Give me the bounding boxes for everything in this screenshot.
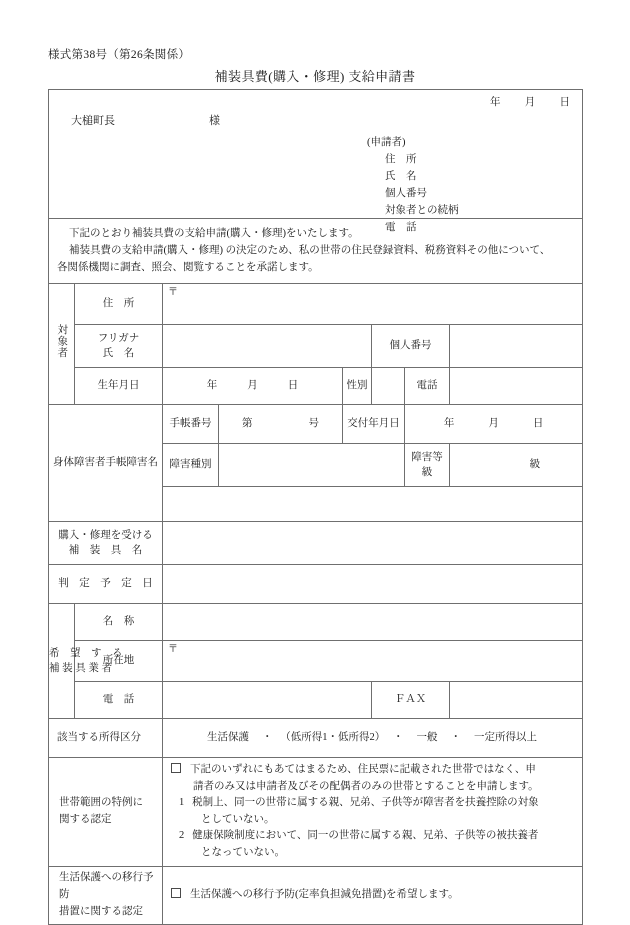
subject-my-number-label: 個人番号 (372, 325, 450, 368)
handbook-number-row (49, 405, 583, 444)
income-options[interactable] (163, 719, 583, 758)
household-label (49, 758, 163, 867)
subject-birth-row (49, 368, 583, 405)
income-separator-2: ・ (393, 732, 404, 744)
handbook-go-label: 号 (308, 418, 319, 430)
vendor-phone-input[interactable] (163, 682, 372, 719)
handbook-side-label-cell (49, 405, 163, 522)
statement-cell (49, 219, 583, 284)
household-item-1-line-1 (171, 795, 576, 812)
handbook-extra-input[interactable] (163, 487, 583, 522)
handbook-number-input[interactable] (219, 405, 343, 444)
handbook-issue-month-label: 月 (488, 418, 499, 430)
household-item-1-number: 1 (179, 797, 185, 809)
date-day-label: 日 (559, 97, 571, 108)
device-name-row (49, 522, 583, 565)
income-option-1[interactable]: （低所得1・低所得2） (285, 732, 380, 744)
handbook-side-label: 身体障害者手帳障害名 (53, 457, 158, 469)
welfare-checkbox-text: 生活保護への移行予防(定率負担減免措置)を希望します。 (190, 888, 459, 900)
handbook-issue-day-label: 日 (532, 418, 544, 430)
application-form-table (48, 89, 583, 925)
subject-phone-label: 電話 (405, 368, 450, 405)
statement-line-2: 補装具費の支給申請(購入・修理) の決定のため、私の世帯の住民登録資料、税務資料その他について、 (69, 245, 551, 256)
household-label-line2: 関する認定 (59, 814, 112, 826)
income-row (49, 719, 583, 758)
subject-side-label: 対象者 (56, 324, 68, 359)
welfare-label (49, 867, 163, 924)
vendor-phone-row (49, 682, 583, 719)
device-name-input[interactable] (163, 522, 583, 565)
submission-date (490, 95, 570, 110)
household-item-2-number: 2 (179, 830, 185, 842)
vendor-name-input[interactable] (163, 604, 583, 641)
subject-birth-month-label: 月 (247, 380, 258, 392)
header-row (49, 90, 583, 219)
vendor-fax-label: ＦＡＸ (372, 682, 450, 719)
date-year-label: 年 (490, 97, 501, 108)
household-row (49, 758, 583, 867)
vendor-side-label-line1: 希 望 す る (49, 647, 123, 659)
welfare-declaration (163, 867, 583, 924)
subject-name-label-text: 氏 名 (102, 348, 135, 359)
vendor-location-input[interactable] (163, 641, 583, 682)
handbook-dai-label: 第 (242, 418, 253, 430)
page-title: 補装具費(購入・修理) 支給申請書 (214, 69, 416, 84)
applicant-my-number-label: 個人番号 (385, 188, 427, 199)
vendor-fax-input[interactable] (450, 682, 583, 719)
subject-gender-input[interactable] (372, 368, 405, 405)
income-option-2[interactable]: 一般 (416, 732, 438, 744)
income-option-3[interactable]: 一定所得以上 (474, 732, 537, 744)
applicant-name-label: 氏 名 (385, 171, 417, 182)
household-item-1-text: 税制上、同一の世帯に属する親、兄弟、子供等が障害者を扶養控除の対象 (192, 797, 539, 809)
subject-phone-input[interactable] (450, 368, 583, 405)
subject-birth-year-label: 年 (206, 380, 218, 392)
judgement-date-input[interactable] (163, 565, 583, 604)
handbook-issue-date-label: 交付年月日 (343, 405, 405, 444)
device-name-label-line1: 購入・修理を受ける (58, 529, 153, 541)
household-label-line1: 世帯範囲の特例に (59, 797, 143, 809)
vendor-location-row (49, 641, 583, 682)
handbook-issue-date-input[interactable] (405, 405, 583, 444)
subject-side-label-cell (49, 284, 75, 405)
income-separator-3: ・ (450, 732, 461, 744)
subject-name-label (75, 325, 163, 368)
subject-name-row (49, 325, 583, 368)
subject-address-row (49, 284, 583, 325)
judgement-date-label: 判 定 予 定 日 (49, 565, 163, 604)
device-name-label-line2: 補 装 具 名 (68, 545, 143, 556)
welfare-label-line2: 措置に関する認定 (59, 906, 143, 918)
household-item-2-line-2: となっていない。 (201, 846, 285, 858)
subject-birthdate-label: 生年月日 (75, 368, 163, 405)
vendor-location-label: 所在地 (75, 641, 163, 682)
device-name-label (49, 522, 163, 565)
household-checkbox-line-1[interactable] (171, 762, 576, 779)
welfare-label-line1: 生活保護への移行予防 (59, 872, 154, 901)
vendor-name-label: 名 称 (75, 604, 163, 641)
subject-address-label: 住 所 (75, 284, 163, 325)
statement-line-3: 各関係機関に調査、照会、閲覧することを承諾します。 (57, 262, 319, 273)
applicant-phone-label: 電 話 (385, 222, 417, 233)
income-label: 該当する所得区分 (49, 719, 163, 758)
household-item-2-line-1 (171, 828, 576, 845)
addressee-label: 大槌町長 (71, 115, 115, 127)
statement-text (57, 225, 576, 276)
household-checkbox-line-2: 請者のみ又は申請者及びその配偶者のみの世帯とすることを申請します。 (193, 780, 539, 792)
subject-furigana-label: フリガナ (97, 332, 140, 344)
household-declaration (163, 758, 583, 867)
addressee-honorific: 様 (209, 115, 220, 127)
subject-gender-label: 性別 (343, 368, 372, 405)
subject-name-input[interactable] (163, 325, 372, 368)
household-item-2-text: 健康保険制度において、同一の世帯に属する親、兄弟、子供等の被扶養者 (192, 830, 539, 842)
header-cell (49, 90, 583, 233)
handbook-type-label: 障害種別 (163, 444, 219, 487)
date-month-label: 月 (524, 97, 536, 108)
statement-row (49, 219, 583, 284)
handbook-number-label: 手帳番号 (163, 405, 219, 444)
subject-address-input[interactable] (163, 284, 583, 325)
subject-my-number-input[interactable] (450, 325, 583, 368)
subject-birth-day-label: 日 (287, 380, 299, 392)
welfare-checkbox-line[interactable] (171, 887, 576, 904)
applicant-address-label: 住 所 (385, 154, 417, 165)
statement-line-1: 下記のとおり補装具費の支給申請(購入・修理)をいたします。 (69, 228, 359, 239)
welfare-row (49, 867, 583, 924)
vendor-side-label-line2: 補 装 具 業 者 (49, 663, 112, 674)
handbook-grade-input[interactable] (450, 444, 583, 487)
income-separator-1: ・ (262, 732, 273, 744)
subject-birthdate-input[interactable] (163, 368, 343, 405)
handbook-type-input[interactable] (219, 444, 405, 487)
vendor-name-row (49, 604, 583, 641)
form-code: 様式第38号（第26条関係） (48, 49, 191, 61)
vendor-phone-label: 電 話 (75, 682, 163, 719)
household-item-1-line-2: としていない。 (201, 813, 275, 825)
applicant-relation-label: 対象者との続柄 (385, 205, 459, 216)
income-option-0[interactable]: 生活保護 (207, 732, 249, 744)
judgement-date-row (49, 565, 583, 604)
household-checkbox-text-1: 下記のいずれにもあてはまるため、住民票に記載された世帯ではなく、申 (190, 764, 536, 775)
applicant-title: (申請者) (367, 137, 406, 148)
handbook-grade-label: 障害等級 (405, 444, 450, 487)
handbook-grade-unit: 級 (529, 459, 541, 471)
household-checkbox[interactable] (171, 763, 181, 773)
welfare-checkbox[interactable] (171, 888, 181, 898)
handbook-issue-year-label: 年 (443, 418, 455, 430)
